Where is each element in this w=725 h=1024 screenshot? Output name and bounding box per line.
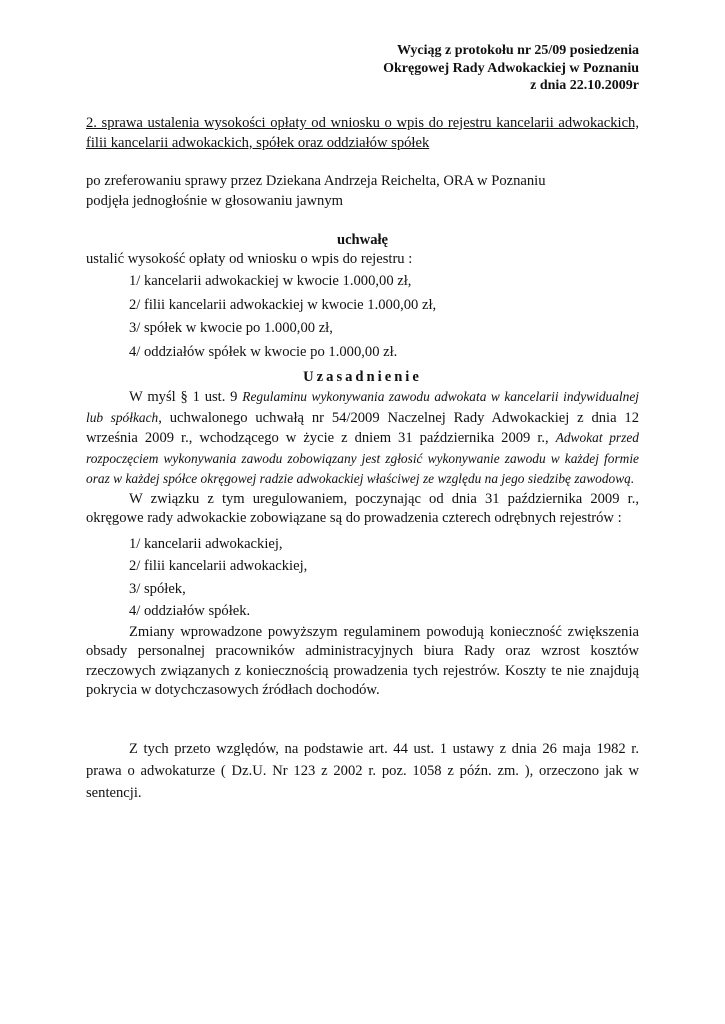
intro-line-2: podjęła jednogłośnie w głosowaniu jawnym xyxy=(86,192,343,209)
resolution-item: 4/ oddziałów spółek w kwocie po 1.000,00 zł. xyxy=(129,343,398,360)
resolution-item: 1/ kancelarii adwokackiej w kwocie 1.000,00 zł, xyxy=(129,273,412,289)
registers-list xyxy=(129,533,639,623)
header-line-1: Wyciąg z protokołu nr 25/09 posiedzenia xyxy=(396,43,639,58)
intro-paragraph xyxy=(86,172,639,211)
resolution-intro: ustalić wysokość opłaty od wniosku o wpis do rejestru : xyxy=(86,251,413,267)
final-paragraph: Z tych przeto względów, na podstawie art. 44 ust. 1 ustawy z dnia 26 maja 1982 r. prawa o adwokaturze ( Dz.U. Nr 123 z 2002 r. poz. 1058 z późn. zm. ), orzeczono jak w sentencji. xyxy=(86,741,639,801)
header-line-2: Okręgowej Rady Adwokackiej w Poznaniu xyxy=(383,60,639,76)
justification-paragraph-2: W związku z tym uregulowaniem, poczynając od dnia 31 października 2009 r., okręgowe rady adwokackie zobowiązane są do prowadzenia czterech odrębnych rejestrów : xyxy=(86,490,639,526)
justification-paragraph-1 xyxy=(86,387,639,490)
resolution-title: uchwałę xyxy=(336,232,389,248)
intro-line-1: po zreferowaniu sprawy przez Dziekana Andrzeja Reichelta, ORA w Poznaniu xyxy=(86,173,546,189)
case-subject: 2. sprawa ustalenia wysokości opłaty od wniosku o wpis do rejestru kancelarii adwokackich, filii kancelarii adwokackich, spółek oraz oddziałów spółek xyxy=(86,115,639,151)
resolution-list xyxy=(129,270,639,364)
header-line-3: z dnia 22.10.2009r xyxy=(530,78,639,93)
regulation-quote: Adwokat przed rozpoczęciem wykonywania zawodu zobowiązany jest zgłosić wykonywanie zawodu w każdej formie oraz w każdej spółce okręgowej radzie adwokackiej właściwej ze względu na jego siedzibę zawodową. xyxy=(86,430,639,486)
p1-text-b: , uchwalonego uchwałą nr 54/2009 Naczelnej Rady Adwokackiej z dnia 12 września 2009 r., wchodzącego w życie z dniem 31 października 2009 r., xyxy=(86,409,639,446)
justification-paragraph-3: Zmiany wprowadzone powyższym regulaminem powodują konieczność zwiększenia obsady personalnej pracowników administracyjnych biura Rady oraz wzrost kosztów rzeczowych związanych z koniecznością prowadzenia tych rejestrów. Koszty te nie znajdują pokrycia w dotychczasowych źródłach dochodów. xyxy=(86,623,639,698)
protocol-header xyxy=(86,42,639,95)
register-item: 1/ kancelarii adwokackiej, xyxy=(129,535,283,552)
resolution-item: 2/ filii kancelarii adwokackiej w kwocie 1.000,00 zł, xyxy=(129,296,437,313)
register-item: 3/ spółek, xyxy=(129,580,186,597)
register-item: 2/ filii kancelarii adwokackiej, xyxy=(129,558,308,574)
justification-title: Uzasadnienie xyxy=(303,369,422,385)
resolution-item: 3/ spółek w kwocie po 1.000,00 zł, xyxy=(129,320,333,336)
p1-text-a: W myśl § 1 ust. 9 xyxy=(129,389,243,405)
register-item: 4/ oddziałów spółek. xyxy=(129,603,251,619)
regulation-title: Regulaminu wykonywania zawodu adwokata w kancelarii indywidualnej lub spółkach xyxy=(86,389,639,425)
justification-body xyxy=(86,387,639,701)
